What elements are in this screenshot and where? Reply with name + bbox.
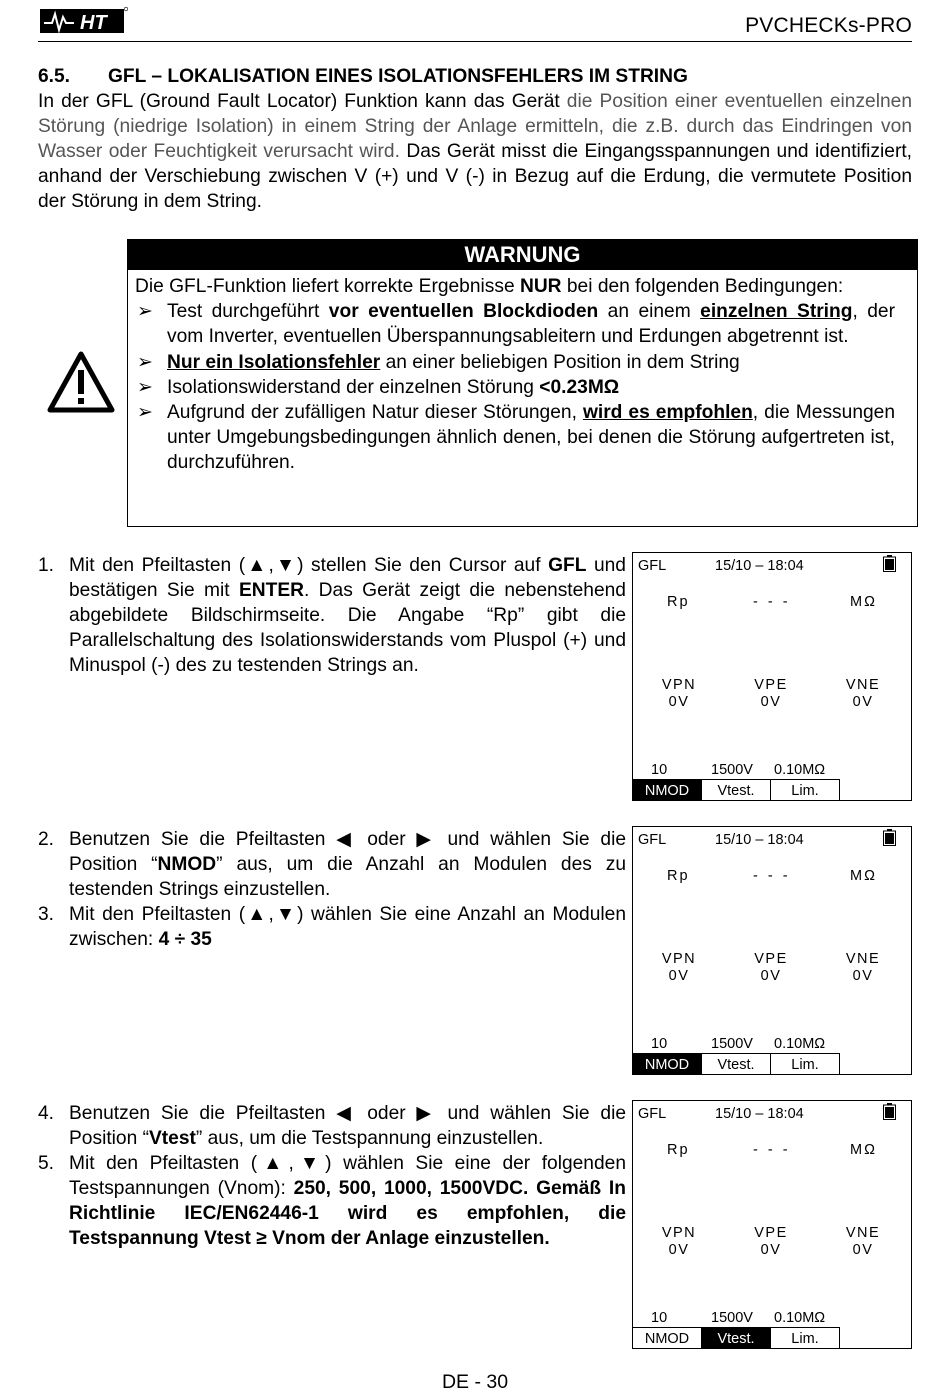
step-item [38,1101,626,1151]
section-intro [38,64,912,214]
vpn-value: 0V [668,1242,690,1258]
intro-text-3: Das Gerät misst die Eingangsspannungen und identifiziert, anhand der Verschiebung zwischen V (+) und V (-) in Bezug auf die Erdung, die vermutete Position der Störung in dem String. [38,141,912,212]
warning-item-underlined: Nur ein Isolationsfehler [167,351,381,373]
vpe-reading [741,1225,801,1259]
warning-triangle-icon [46,350,116,414]
warning-item [135,400,895,476]
ht-logo [40,6,128,34]
vpn-label: VPN [661,1225,697,1241]
step-item [38,902,626,952]
softkey-vtest[interactable]: Vtest. [702,1053,771,1075]
vpe-label: VPE [754,677,788,693]
warning-item-text: an einer beliebigen Position in dem String [380,351,740,373]
warning-intro-text-end: bei den folgenden Bedingungen: [561,276,844,297]
logo-text: HT [80,12,107,34]
warning-intro [135,274,895,299]
step-bold: 4 ÷ 35 [158,929,212,950]
step-bold: ENTER [238,580,304,601]
steps-block-2 [38,827,626,952]
rp-value: - - - [753,868,791,884]
vne-reading [833,1225,893,1259]
rp-unit: MΩ [850,868,877,884]
step-bold: NMOD [157,854,217,875]
warning-item-underlined: einzelnen String [700,301,853,323]
section-heading [38,64,912,89]
warning-item-bold: <0.23MΩ [539,376,620,398]
warning-item-bold: vor eventuellen Blockdioden [328,301,599,323]
screen-mode: GFL [638,558,667,574]
warning-item [135,375,895,400]
step-item [38,1151,626,1251]
rp-label: Rp [667,868,690,884]
section-title: GFL – LOKALISATION EINES ISOLATIONSFEHLERS IM STRING [108,66,688,87]
step-text: und bestätigen Sie mit [69,555,626,601]
softkey-vtest[interactable]: Vtest. [702,779,771,801]
steps-list [38,553,626,678]
warning-intro-text: Die GFL-Funktion liefert korrekte Ergebnisse [135,276,520,297]
vpn-reading [649,677,709,711]
warning-item [135,299,895,349]
softkey-nmod[interactable]: NMOD [633,779,702,801]
device-screen [632,826,912,1075]
softkey-nmod[interactable]: NMOD [633,1053,702,1075]
intro-paragraph [38,89,912,214]
vpe-value: 0V [760,968,782,984]
intro-text-1: In der GFL (Ground Fault Locator) Funktion kann das Gerät [38,91,567,112]
warning-item-text: Aufgrund der zufälligen Natur dieser Störungen, [167,402,583,424]
page-number: DE - 30 [441,1371,509,1393]
warning-intro-emphasis: NUR [519,276,562,297]
rp-unit: MΩ [850,1142,877,1158]
vpn-value: 0V [668,968,690,984]
section-number: 6.5. [38,66,71,87]
battery-icon [883,829,896,846]
vtest-value: 1500V [711,762,753,778]
vtest-value: 1500V [711,1310,753,1326]
warning-item [135,350,895,375]
rp-label: Rp [667,594,690,610]
warning-item-text: , die Messungen unter Umgebungsbedingungen ähnlich denen, bei denen die Störung aufgertreten ist, durchzuführen. [167,402,895,474]
rp-label: Rp [667,1142,690,1158]
nmod-value: 10 [651,762,668,778]
softkey-bar [633,779,841,801]
step-text: Mit den Pfeiltasten (▲,▼) wählen Sie eine der folgenden Testspannungen (Vnom): [69,1153,626,1199]
bullet-arrow-icon: ➢ [137,351,154,373]
lim-value: 0.10MΩ [774,1036,826,1052]
vpe-value: 0V [760,694,782,710]
battery-icon [883,1103,896,1120]
vpe-reading [741,951,801,985]
step-bold: GFL [548,555,587,576]
screen-datetime: 15/10 – 18:04 [715,832,804,848]
step-text: . Das Gerät zeigt die nebenstehend abgebildete Bildschirmseite. Die Angabe “Rp” gibt die Parallelschaltung des Isolationswiderstands vom Pluspol (+) und Minuspol (-) des zu testenden Strings an. [69,580,626,676]
vne-value: 0V [852,968,874,984]
header-divider [38,41,912,42]
vpe-label: VPE [754,1225,788,1241]
screen-datetime: 15/10 – 18:04 [715,1106,804,1122]
vne-reading [833,951,893,985]
steps-block-1 [38,553,626,678]
device-screen [632,552,912,801]
screen-mode: GFL [638,832,667,848]
softkey-bar [633,1327,841,1349]
vtest-value: 1500V [711,1036,753,1052]
warning-list [135,299,895,475]
step-text: Benutzen Sie die Pfeiltasten ◀ oder ▶ und wählen Sie die Position “ [69,829,626,875]
softkey-vtest[interactable]: Vtest. [702,1327,771,1349]
vpn-value: 0V [668,694,690,710]
warning-item-underlined: wird es empfohlen [582,402,753,424]
vpn-reading [649,951,709,985]
bullet-arrow-icon: ➢ [137,376,154,398]
lim-value: 0.10MΩ [774,762,826,778]
steps-list [38,1101,626,1251]
vpn-reading [649,1225,709,1259]
vpn-label: VPN [661,951,697,967]
vpe-reading [741,677,801,711]
step-number: 3. [38,904,55,925]
warning-title: WARNUNG [128,240,917,270]
step-text: Mit den Pfeiltasten (▲,▼) wählen Sie eine Anzahl an Modulen zwischen: [69,904,626,950]
step-text: ” aus, um die Anzahl an Modulen des zu testenden Strings einzustellen. [69,854,626,900]
step-number: 4. [38,1103,55,1124]
steps-block-3 [38,1101,626,1251]
rp-value: - - - [753,1142,791,1158]
step-number: 1. [38,555,55,576]
vne-label: VNE [845,677,881,693]
softkey-lim[interactable]: Lim. [771,779,840,801]
vpn-label: VPN [661,677,697,693]
nmod-value: 10 [651,1036,668,1052]
step-text: Mit den Pfeiltasten (▲,▼) stellen Sie den Cursor auf [69,555,549,576]
battery-icon [883,555,896,572]
step-bold: Vtest [148,1128,196,1149]
intro-text-2: die Position einer eventuellen einzelnen Störung (niedrige Isolation) in einem String der Anlage ermitteln, die z.B. durch das Eindringen von Wasser oder Feuchtigkeit verursacht wird. [38,91,912,162]
screen-datetime: 15/10 – 18:04 [715,558,804,574]
steps-list [38,827,626,952]
softkey-lim[interactable]: Lim. [771,1327,840,1349]
vne-label: VNE [845,951,881,967]
nmod-value: 10 [651,1310,668,1326]
warning-item-text: Isolationswiderstand der einzelnen Störung [167,376,540,398]
rp-unit: MΩ [850,594,877,610]
warning-body [128,270,917,476]
screen-mode: GFL [638,1106,667,1122]
warning-item-text: Test durchgeführt [167,301,329,323]
step-text: ” aus, um die Testspannung einzustellen. [195,1128,544,1149]
warning-box [127,239,918,527]
bullet-arrow-icon: ➢ [137,301,154,323]
vne-reading [833,677,893,711]
vne-value: 0V [852,1242,874,1258]
warning-item-text: an einem [598,301,701,323]
vpe-label: VPE [754,951,788,967]
softkey-lim[interactable]: Lim. [771,1053,840,1075]
step-item [38,553,626,678]
warning-item-text: , der vom Inverter, eventuellen Überspannungsableitern und Erdungen abgetrennt ist. [167,301,895,348]
bullet-arrow-icon: ➢ [137,402,154,424]
step-text: Benutzen Sie die Pfeiltasten ◀ oder ▶ und wählen Sie die Position “ [69,1103,626,1149]
document-title: PVCHECKs-PRO [745,14,912,37]
step-item [38,827,626,902]
device-screen [632,1100,912,1349]
step-bold: 250, 500, 1000, 1500VDC. Gemäß In Richtlinie IEC/EN62446-1 wird es empfohlen, die Testspannung Vtest ≥ Vnom der Anlage einzustellen. [69,1178,626,1249]
vne-value: 0V [852,694,874,710]
lim-value: 0.10MΩ [774,1310,826,1326]
step-number: 2. [38,829,55,850]
softkey-nmod[interactable]: NMOD [633,1327,702,1349]
vne-label: VNE [845,1225,881,1241]
step-number: 5. [38,1153,55,1174]
rp-value: - - - [753,594,791,610]
vpe-value: 0V [760,1242,782,1258]
softkey-bar [633,1053,841,1075]
